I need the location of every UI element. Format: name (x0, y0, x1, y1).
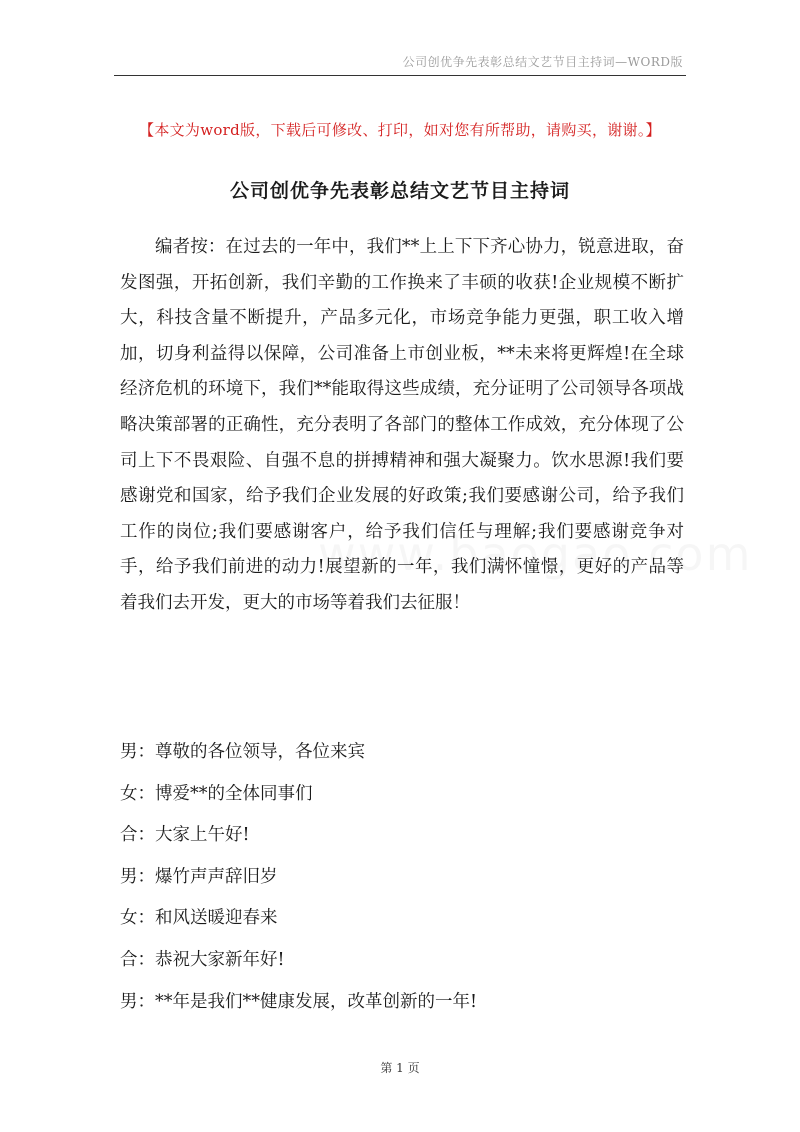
running-header: 公司创优争先表彰总结文艺节目主持词—WORD版 (402, 55, 683, 69)
script-lines (120, 735, 684, 1026)
script-line: 合：恭祝大家新年好! (120, 949, 285, 970)
script-line: 男：爆竹声声辞旧岁 (120, 866, 278, 887)
script-line: 女：和风送暖迎春来 (120, 908, 278, 929)
editor-note-paragraph: 编者按：在过去的一年中，我们**上上下下齐心协力，锐意进取，奋发图强，开拓创新，我们辛勤的工作换来了丰硕的收获!企业规模不断扩大，科技含量不断提升，产品多元化，市场竞争能力更强，职工收入增加，切身利益得以保障，公司准备上市创业板，**未来将更辉煌!在全球经济危机的环境下，我们**能取得这些成绩，充分证明了公司领导各项战略决策部署的正确性，充分表明了各部门的整体工作成效，充分体现了公司上下不畏艰险、自强不息的拼搏精神和强大凝聚力。饮水思源!我们要感谢党和国家，给予我们企业发展的好政策;我们要感谢公司，给予我们工作的岗位;我们要感谢客户，给予我们信任与理解;我们要感谢竞争对手，给予我们前进的动力!展望新的一年，我们满怀憧憬，更好的产品等着我们去开发，更大的市场等着我们去征服！ (120, 237, 684, 613)
purchase-notice: 【本文为word版，下载后可修改、打印，如对您有所帮助，请购买，谢谢。】 (139, 121, 661, 139)
script-line: 男：尊敬的各位领导，各位来宾 (120, 742, 365, 762)
script-line: 合：大家上午好! (120, 825, 250, 846)
header-divider (114, 75, 686, 76)
script-line: 男：**年是我们**健康发展，改革创新的一年! (120, 991, 478, 1012)
page-number: 第 1 页 (380, 1061, 420, 1075)
document-title: 公司创优争先表彰总结文艺节目主持词 (229, 180, 570, 202)
script-line: 女：博爱**的全体同事们 (120, 783, 313, 804)
